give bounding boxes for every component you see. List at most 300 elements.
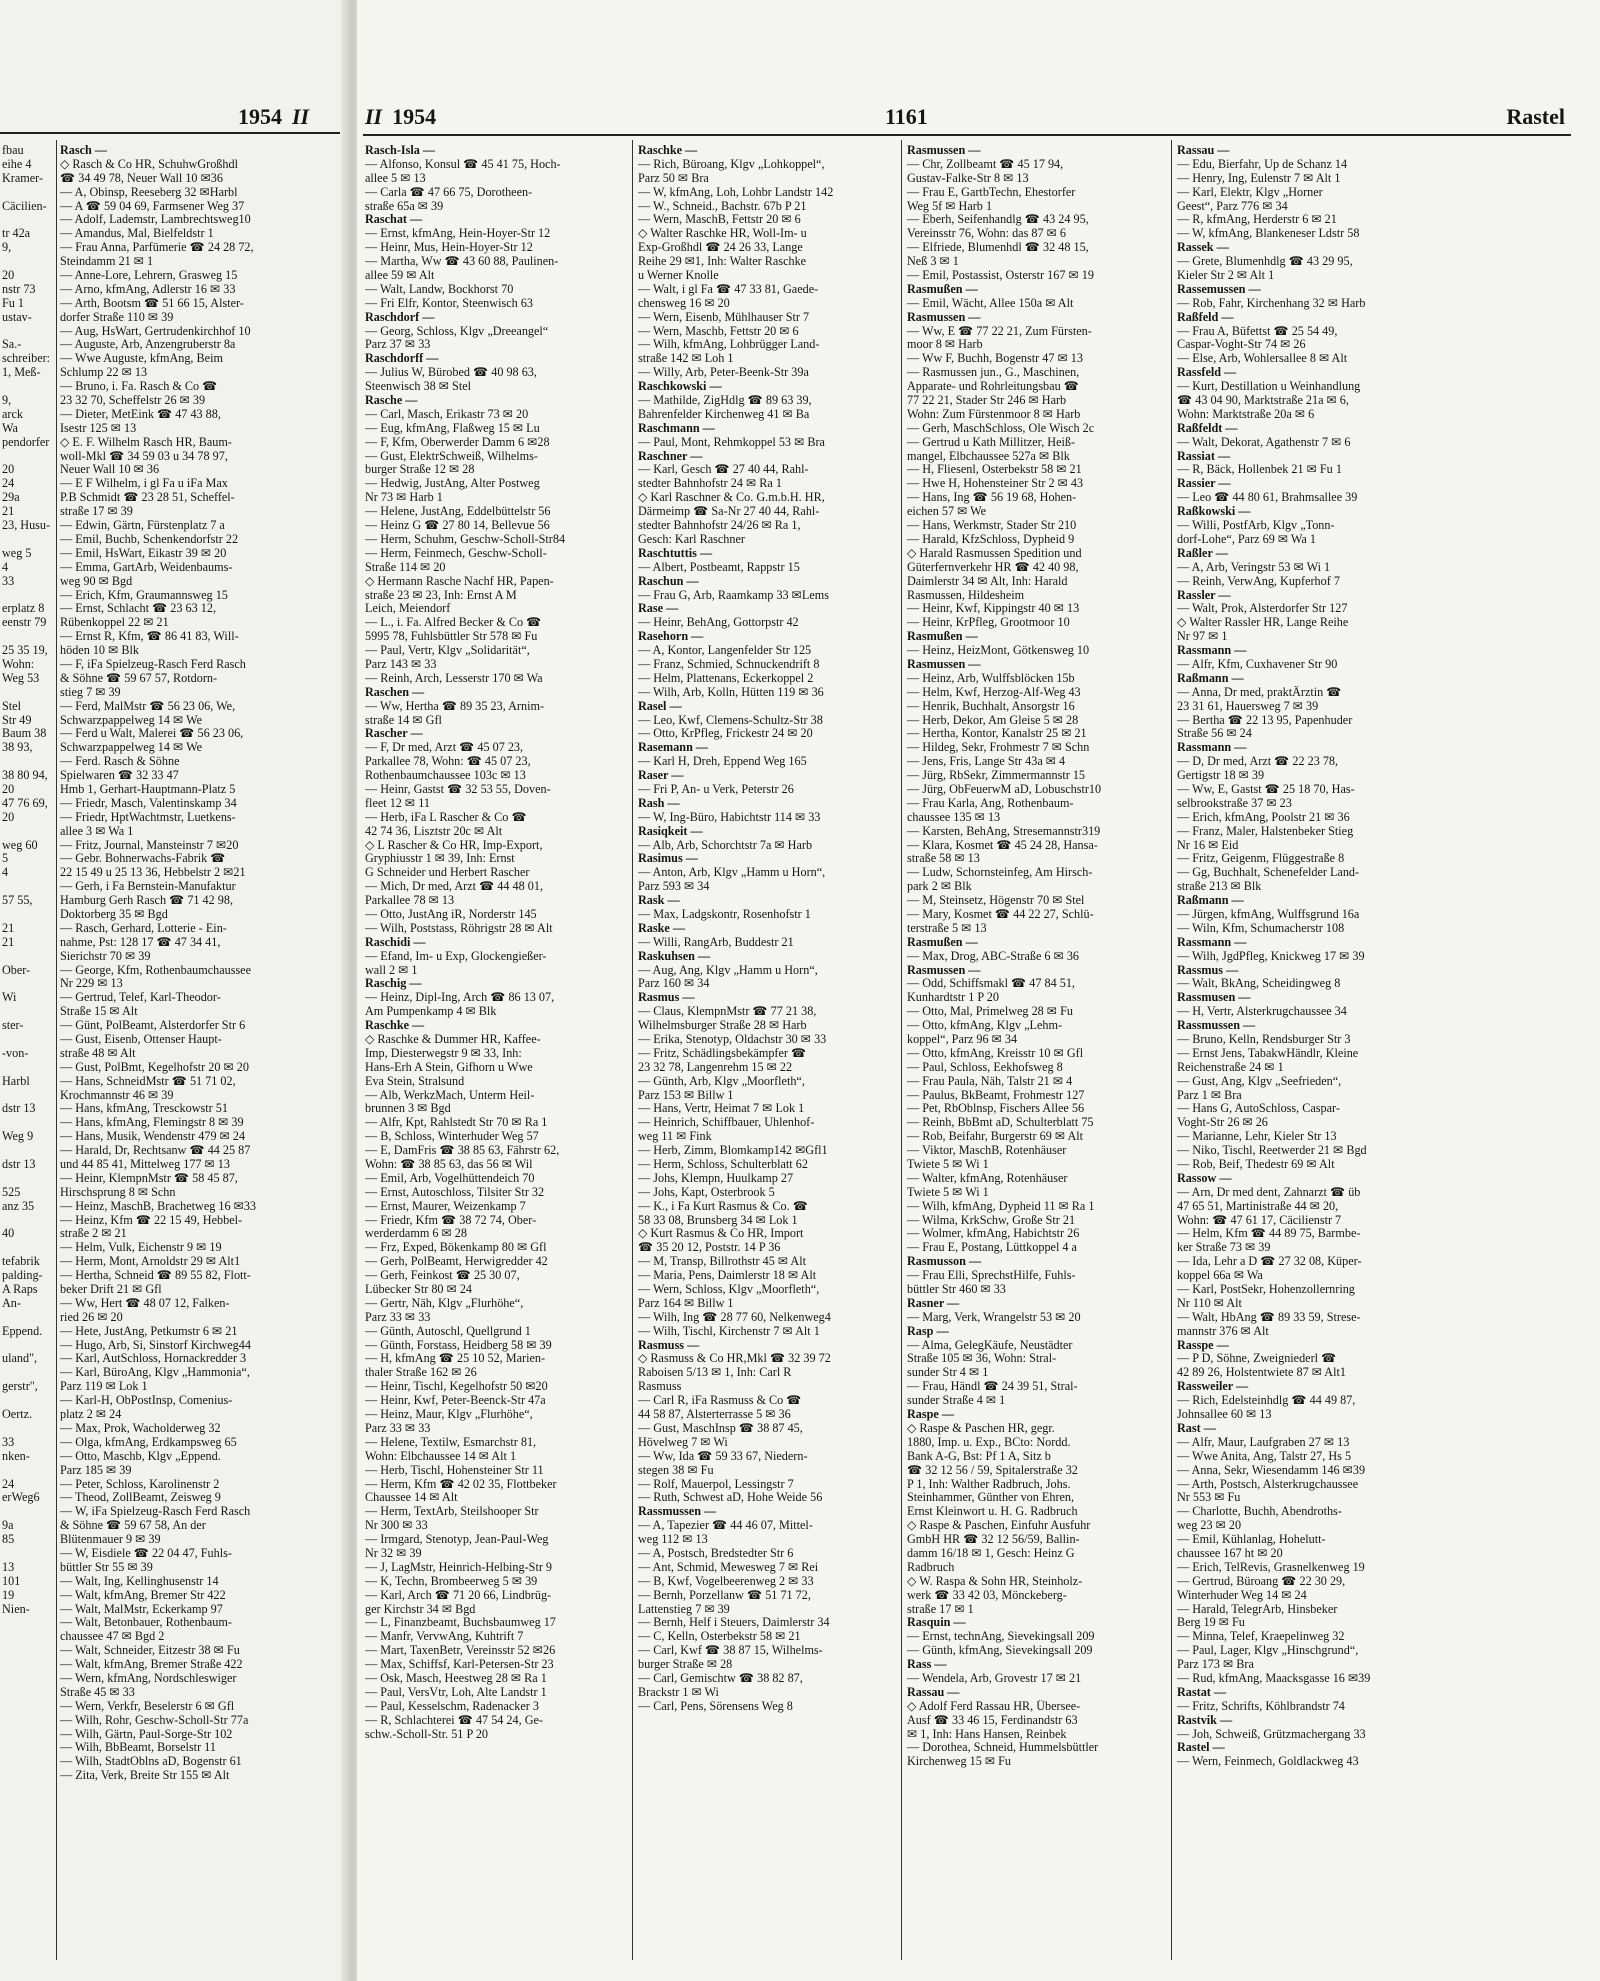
directory-entry-line: schw.-Scholl-Str. 51 P 20 [365, 1727, 489, 1741]
directory-entry-line: — Ernst Jens, TabakwHändlr, Kleine [1177, 1046, 1359, 1060]
directory-entry-line: — Paul, Kesselschm, Radenacker 3 [365, 1699, 539, 1713]
directory-entry-line: GmbH HR ☎ 32 12 56/59, Ballin- [907, 1533, 1080, 1547]
directory-entry-line [2, 630, 54, 644]
directory-entry-line: — Karl, AutSchloss, Hornackredder 3 [60, 1352, 247, 1366]
directory-entry-line: 29a [2, 491, 20, 505]
directory-entry-line: — Wilh, Poststass, Röhrigstr 28 ✉ Alt [365, 921, 553, 935]
directory-entry-line: 20 [2, 269, 15, 283]
directory-entry-line: Schwarzpappelweg 14 ✉ We [60, 741, 203, 755]
directory-entry-line: — H, kfmAng ☎ 25 10 52, Marien- [365, 1352, 546, 1366]
directory-entry-line: Rassau — [907, 1685, 960, 1699]
directory-entry-line: — Gerh, MaschSchloss, Ole Wisch 2c [907, 421, 1095, 435]
directory-entry-line [2, 908, 54, 922]
directory-entry-line: Rassmusen — [1177, 991, 1251, 1005]
directory-entry-line: büttler Str 55 ✉ 39 [60, 1560, 153, 1574]
directory-entry-line: — Ww, Ida ☎ 59 33 67, Niedern- [638, 1449, 808, 1463]
directory-entry-line: — Carl, Gemischtw ☎ 38 82 87, [638, 1671, 803, 1685]
directory-entry-line: — Carl, Masch, Erikastr 73 ✉ 20 [365, 407, 529, 421]
directory-entry-line: — Helene, JustAng, Eddelbüttelstr 56 [365, 505, 551, 519]
directory-entry-line: — Friedr, Masch, Valentinskamp 34 [60, 796, 237, 810]
directory-entry-line: ◇ W. Raspa & Sohn HR, Steinholz- [907, 1574, 1083, 1588]
directory-entry-line: — A, Tapezier ☎ 44 46 07, Mittel- [638, 1519, 813, 1533]
directory-entry-line [2, 1339, 54, 1353]
directory-entry-line: — Bernh, Helf i Steuers, Daimlerstr 34 [638, 1616, 830, 1630]
directory-entry-line: Rass — [907, 1658, 947, 1672]
directory-entry-line: Cäcilien- [2, 199, 47, 213]
directory-entry-line: Wilhelmsburger Straße 28 ✉ Harb [638, 1019, 807, 1033]
directory-entry-line: Gustav-Falke-Str 8 ✉ 13 [907, 171, 1029, 185]
directory-entry-line: — Erich, Kfm, Graumannsweg 15 [60, 588, 228, 602]
directory-entry-line: Ober- [2, 963, 31, 977]
column-divider [632, 140, 633, 1960]
directory-entry-line: — Fritz, Geigenm, Flüggestraße 8 [1177, 852, 1345, 866]
directory-entry-line: — Jürg, ObFeuerwM aD, Lobuschstr10 [907, 782, 1102, 796]
directory-entry-line: 19 [2, 1588, 15, 1602]
directory-entry-line: — Frau, Händl ☎ 24 39 51, Stral- [907, 1380, 1078, 1394]
directory-entry-line: — Walt, Prok, Alsterdorfer Str 127 [1177, 602, 1348, 616]
directory-entry-line: — Karl, Elektr, Klgv „Horner [1177, 185, 1323, 199]
directory-entry-line: Rasch-Isla — [365, 144, 436, 157]
directory-entry-line: — Emil, Kühlanlag, Hohelutt- [1177, 1533, 1326, 1547]
directory-entry-line: — Reinh, BbBmt aD, Schulterblatt 75 [907, 1116, 1094, 1130]
directory-entry-line: tefabrik [2, 1255, 40, 1269]
directory-entry-line: 42 74 36, Lisztstr 20c ✉ Alt [365, 824, 503, 838]
directory-entry-line: chaussee 47 ✉ Bgd 2 [60, 1630, 165, 1644]
directory-entry-line: — Heinr, KrPfleg, Grootmoor 10 [907, 616, 1070, 630]
directory-entry-line: — Hans, Ing ☎ 56 19 68, Hohen- [907, 491, 1077, 505]
directory-entry-line: Raschmann — [638, 421, 715, 435]
directory-entry-line: Rasmußen — [907, 630, 978, 644]
directory-entry-line: ✉ 1, Inh: Hans Hansen, Reinbek [907, 1727, 1067, 1741]
directory-entry-line: Str 49 [2, 713, 32, 727]
directory-entry-line: allee 3 ✉ Wa 1 [60, 824, 134, 838]
directory-entry-line: — A, Obinsp, Reeseberg 32 ✉Harbl [60, 185, 238, 199]
directory-entry-line: Raschig — [365, 977, 422, 991]
directory-entry-line: Doktorberg 35 ✉ Bgd [60, 907, 168, 921]
directory-entry-line: ◇ Walter Raschke HR, Woll-Im- u [638, 227, 807, 241]
directory-entry-line: — George, Kfm, Rothenbaumchaussee [60, 963, 252, 977]
directory-entry-line: — Helm, Plattenans, Eckerkoppel 2 [638, 671, 814, 685]
directory-entry-line: — Anton, Arb, Klgv „Hamm u Horn“, [638, 866, 826, 880]
directory-entry-line: 20 [2, 463, 15, 477]
directory-entry-line: — Leo, Kwf, Clemens-Schultz-Str 38 [638, 713, 823, 727]
directory-entry-line: — L, Finanzbeamt, Buchsbaumweg 17 [365, 1616, 556, 1630]
directory-entry-line: — Wern, Verkfr, Beselerstr 6 ✉ Gfl [60, 1699, 235, 1713]
directory-entry-line: — Ww, E, Gastst ☎ 25 18 70, Has- [1177, 782, 1355, 796]
directory-entry-line: — Gerh, Feinkost ☎ 25 30 07, [365, 1269, 520, 1283]
directory-entry-line: ☎ 43 04 90, Marktstraße 21a ✉ 6, [1177, 394, 1349, 408]
directory-entry-line: — W, Ing-Büro, Habichtstr 114 ✉ 33 [638, 810, 821, 824]
directory-entry-line: 22 15 49 u 25 13 36, Hebbelstr 2 ✉21 [60, 866, 246, 880]
directory-entry-line: Neuer Wall 10 ✉ 36 [60, 463, 160, 477]
directory-entry-line: Raschen — [365, 685, 425, 699]
directory-entry-line: — Alfr, Kfm, Cuxhavener Str 90 [1177, 657, 1338, 671]
directory-entry-line: Lattenstieg 7 ✉ 39 [638, 1602, 730, 1616]
directory-entry-line: thaler Straße 162 ✉ 26 [365, 1366, 477, 1380]
directory-entry-line: — Wolmer, kfmAng, Habichtstr 26 [907, 1227, 1080, 1241]
directory-entry-line: — Herb, Tischl, Hohensteiner Str 11 [365, 1463, 544, 1477]
directory-entry-line: — Fritz, Journal, Mansteinstr 7 ✉20 [60, 838, 239, 852]
directory-entry-line: — Rob, Beifahr, Burgerstr 69 ✉ Alt [907, 1130, 1084, 1144]
directory-entry-line: 5995 78, Fuhlsbüttler Str 578 ✉ Fu [365, 630, 538, 644]
directory-entry-line: Raschat — [365, 213, 423, 227]
directory-entry-line: — Arth, Postsch, Alsterkrugchaussee [1177, 1477, 1359, 1491]
directory-entry-line: — Franz, Schmied, Schnuckendrift 8 [638, 657, 820, 671]
directory-entry-line [2, 186, 54, 200]
directory-entry-line: — Heinz G ☎ 27 80 14, Bellevue 56 [365, 519, 550, 533]
directory-entry-line: und 44 85 41, Mittelweg 177 ✉ 13 [60, 1158, 230, 1172]
directory-entry-line: — Hans, kfmAng, Tresckowstr 51 [60, 1102, 228, 1116]
directory-entry-line: Reichenstraße 24 ✉ 1 [1177, 1060, 1284, 1074]
directory-entry-line: — Wilh, JgdPfleg, Knickweg 17 ✉ 39 [1177, 949, 1365, 963]
directory-entry-line: — Heinz, Arb, Wulffsblöcken 15b [907, 671, 1075, 685]
directory-entry-line: Kieler Str 2 ✉ Alt 1 [1177, 269, 1275, 283]
directory-entry-line: Raßfeldt — [1177, 421, 1238, 435]
directory-entry-line: 47 65 51, Martinistraße 44 ✉ 20, [1177, 1199, 1339, 1213]
directory-entry-line: — Helm, Vulk, Eichenstr 9 ✉ 19 [60, 1241, 222, 1255]
directory-entry-line [2, 325, 54, 339]
directory-entry-line: stieg 7 ✉ 39 [60, 685, 121, 699]
directory-entry-line [2, 450, 54, 464]
directory-entry-line: — Frau Anna, Parfümerie ☎ 24 28 72, [60, 241, 254, 255]
directory-entry-line: — Carl R, iFa Rasmuss & Co ☎ [638, 1394, 802, 1408]
directory-entry-line: — B, Kwf, Vogelbeerenweg 2 ✉ 33 [638, 1574, 814, 1588]
directory-entry-line: — Walt, Ing, Kellinghusenstr 14 [60, 1574, 219, 1588]
directory-entry-line: Raschdorf — [365, 310, 435, 324]
directory-entry-line [2, 1061, 54, 1075]
directory-entry-line: koppel 66a ✉ Wa [1177, 1269, 1263, 1283]
directory-entry-line: Raschtuttis — [638, 546, 713, 560]
directory-entry-line: Rastat — [1177, 1685, 1227, 1699]
directory-entry-line: Därmeimp ☎ Sa-Nr 27 40 44, Rahl- [638, 505, 820, 519]
directory-entry-line: 24 [2, 477, 15, 491]
directory-entry-line [2, 1366, 54, 1380]
directory-entry-line: Rasmußen — [907, 935, 978, 949]
directory-entry-line: An- [2, 1296, 21, 1310]
directory-entry-line: — K, Techn, Brombeerweg 5 ✉ 39 [365, 1574, 538, 1588]
left-page-header [238, 104, 309, 130]
directory-entry-line: — Wilh, BbBeamt, Borselstr 11 [60, 1741, 216, 1755]
directory-entry-line: Rast — [1177, 1421, 1216, 1435]
directory-entry-line: straße 65a ✉ 39 [365, 199, 444, 213]
directory-entry-line: Rase — [638, 602, 679, 616]
directory-entry-line: Gryphiusstr 1 ✉ 39, Inh: Ernst [365, 852, 515, 866]
directory-entry-line: Parz 33 ✉ 33 [365, 1310, 431, 1324]
directory-entry-line: — Emil, Wächt, Allee 150a ✉ Alt [907, 296, 1074, 310]
left-header-part: II [292, 104, 310, 129]
directory-entry-line: ◇ Rasmuss & Co HR,Mkl ☎ 32 39 72 [638, 1352, 831, 1366]
directory-entry-line: stegen 38 ✉ Fu [638, 1463, 714, 1477]
directory-entry-line: — W, kfmAng, Loh, Lohbr Landstr 142 [638, 185, 834, 199]
directory-entry-line: — Frau Elli, SprechstHilfe, Fuhls- [907, 1269, 1076, 1283]
directory-entry-line: Rassiat — [1177, 449, 1231, 463]
directory-entry-line: Johnsallee 60 ✉ 13 [1177, 1408, 1272, 1422]
directory-entry-line: — Manfr, VervwAng, Kuhtrift 7 [365, 1630, 524, 1644]
directory-entry-line [2, 1422, 54, 1436]
directory-entry-line: — Rob, Fahr, Kirchenhang 32 ✉ Harb [1177, 296, 1366, 310]
directory-entry-line: — Alb, WerkzMach, Unterm Heil- [365, 1088, 535, 1102]
directory-entry-line: — Wilma, KrkSchw, Große Str 21 [907, 1213, 1076, 1227]
directory-entry-line: — Hans, SchneidMstr ☎ 51 71 02, [60, 1074, 236, 1088]
directory-entry-line: 9a [2, 1519, 14, 1533]
directory-entry-line: — Herm, Mont, Arnoldstr 29 ✉ Alt1 [60, 1255, 241, 1269]
directory-entry-line: Parz 33 ✉ 33 [365, 1421, 431, 1435]
left-margin-fragments [2, 144, 54, 1616]
directory-entry-line: — Hans, Werkmstr, Stader Str 210 [907, 519, 1077, 533]
directory-entry-line: dstr 13 [2, 1158, 36, 1172]
directory-entry-line: — Heinr, Tischl, Kegelhofstr 50 ✉20 [365, 1380, 548, 1394]
directory-entry-line: Raschkowski — [638, 380, 722, 394]
directory-entry-line: weg 23 ✉ 20 [1177, 1519, 1242, 1533]
directory-entry-line: — Walt, Betonbauer, Rothenbaum- [60, 1616, 232, 1630]
directory-entry-line: — Heinz, Kfm ☎ 22 15 49, Hebbel- [60, 1213, 243, 1227]
directory-entry-line: P.B Schmidt ☎ 23 28 51, Scheffel- [60, 491, 235, 505]
directory-entry-line: Hmb 1, Gerhart-Hauptmann-Platz 5 [60, 782, 236, 796]
directory-entry-line: straße 17 ✉ 1 [907, 1602, 974, 1616]
directory-entry-line: stedter Bahnhofstr 24 ✉ Ra 1 [638, 477, 782, 491]
directory-entry-line: burger Straße 12 ✉ 28 [365, 463, 475, 477]
directory-entry-line: 44 58 87, Alsterterrasse 5 ✉ 36 [638, 1408, 791, 1422]
directory-entry-line: — Franz, Maler, Halstenbeker Stieg [1177, 824, 1354, 838]
right-header-rule [363, 134, 1571, 136]
directory-entry-line: — Else, Arb, Wohlersallee 8 ✉ Alt [1177, 352, 1348, 366]
directory-entry-line: Rastvik — [1177, 1713, 1233, 1727]
directory-entry-line: 1, Meß- [2, 366, 41, 380]
directory-entry-line: Raskuhsen — [638, 949, 711, 963]
directory-entry-line: — Erika, Stenotyp, Oldachstr 30 ✉ 33 [638, 1033, 827, 1046]
directory-entry-line [2, 1033, 54, 1047]
directory-entry-line: Parkallee 78, Wohn: ☎ 45 07 23, [365, 755, 531, 769]
directory-entry-line: — Heinr, KlempnMstr ☎ 58 45 87, [60, 1171, 238, 1185]
directory-entry-line: — Carla ☎ 47 66 75, Dorotheen- [365, 185, 533, 199]
directory-entry-line: Isestr 125 ✉ 13 [60, 421, 137, 435]
directory-entry-line: Imp, Diesterwegstr 9 ✉ 33, Inh: [365, 1046, 522, 1060]
directory-entry-line: — Walt, kfmAng, Bremer Straße 422 [60, 1658, 243, 1672]
directory-entry-line: — Osk, Masch, Heestweg 28 ✉ Ra 1 [365, 1671, 547, 1685]
directory-entry-line: Neß 3 ✉ 1 [907, 255, 959, 269]
directory-entry-line: — Frz, Exped, Bökenkamp 80 ✉ Gfl [365, 1241, 547, 1255]
directory-entry-line: Rasmuss [638, 1380, 682, 1394]
directory-entry-line: Parz 1 ✉ Bra [1177, 1088, 1242, 1102]
directory-entry-line: straße 58 ✉ 13 [907, 852, 980, 866]
directory-entry-line: — Bruno, i. Fa. Rasch & Co ☎ [60, 380, 218, 394]
directory-entry-line: straße 142 ✉ Loh 1 [638, 352, 734, 366]
directory-entry-line: — Heinz, Dipl-Ing, Arch ☎ 86 13 07, [365, 991, 555, 1005]
left-header-year: 1954 [238, 104, 282, 129]
directory-entry-line: allee 5 ✉ 13 [365, 171, 426, 185]
directory-entry-line [2, 977, 54, 991]
directory-entry-line: moor 8 ✉ Harb [907, 338, 983, 352]
directory-entry-line: — Willy, Arb, Peter-Beenk-Str 39a [638, 366, 809, 380]
directory-entry-line: Reihe 29 ✉1, Inh: Walter Raschke [638, 255, 807, 269]
directory-entry-line: Parz 173 ✉ Bra [1177, 1658, 1254, 1672]
directory-entry-line: — Otto, JustAng iR, Norderstr 145 [365, 907, 537, 921]
directory-entry-line: — Rasmussen jun., G., Maschinen, [907, 366, 1080, 380]
directory-entry-line: — Hertha, Kontor, Kanalstr 25 ✉ 21 [907, 727, 1087, 741]
directory-entry-line: — Ernst, Maurer, Weizenkamp 7 [365, 1199, 526, 1213]
directory-entry-line: mangel, Elbchaussee 527a ✉ Blk [907, 449, 1070, 463]
directory-entry-line: uland", [2, 1352, 38, 1366]
directory-entry-line: schreiber: [2, 352, 51, 366]
directory-entry-line: — Heinr, Mus, Hein-Hoyer-Str 12 [365, 241, 533, 255]
directory-entry-line: — Ludw, Schornsteinfeg, Am Hirsch- [907, 866, 1093, 880]
directory-entry-line: — Frau E, Postang, Lüttkoppel 4 a [907, 1241, 1077, 1255]
directory-entry-line: — Gebr. Bohnerwachs-Fabrik ☎ [60, 852, 226, 866]
directory-entry-line: — Emma, GartArb, Weidenbaums- [60, 560, 233, 574]
directory-entry-line: Nr 32 ✉ 39 [365, 1546, 422, 1560]
directory-entry-line: — Paul, Mont, Rehmkoppel 53 ✉ Bra [638, 435, 825, 449]
running-head: Rastel [1506, 104, 1565, 129]
directory-entry-line: Fu 1 [2, 296, 25, 310]
directory-entry-line: Winterhuder Weg 14 ✉ 24 [1177, 1588, 1307, 1602]
directory-entry-line: — Johs, Kapt, Osterbrook 5 [638, 1185, 775, 1199]
directory-entry-line: — Herm, Kfm ☎ 42 02 35, Flottbeker [365, 1477, 557, 1491]
directory-entry-line: Straße 114 ✉ 20 [365, 560, 446, 574]
directory-entry-line: Raboisen 5/13 ✉ 1, Inh: Carl R [638, 1366, 792, 1380]
directory-entry-line: Leich, Meiendorf [365, 602, 451, 616]
directory-entry-line: — Helm, Kfm ☎ 44 89 75, Barmbe- [1177, 1227, 1361, 1241]
directory-entry-line: — Maria, Pens, Daimlerstr 18 ✉ Alt [638, 1269, 817, 1283]
directory-entry-line: 23 32 78, Langenrehm 15 ✉ 22 [638, 1060, 793, 1074]
directory-entry-line: — Herb, Dekor, Am Gleise 5 ✉ 28 [907, 713, 1079, 727]
directory-entry-line: — Eberh, Seifenhandlg ☎ 43 24 95, [907, 213, 1089, 227]
directory-entry-line: — Rich, Edelsteinhdlg ☎ 44 49 87, [1177, 1394, 1356, 1408]
directory-entry-line: — Gust, PolBmt, Kegelhofstr 20 ✉ 20 [60, 1060, 249, 1074]
directory-entry-line: — Frau E, GartbTechn, Ehestorfer [907, 185, 1076, 199]
directory-entry-line: Rasch — [60, 144, 108, 157]
directory-entry-line: chaussee 135 ✉ 13 [907, 810, 1001, 824]
directory-entry-line: — A ☎ 59 04 69, Farmsener Weg 37 [60, 199, 245, 213]
directory-entry-line: Straße 15 ✉ Alt [60, 1005, 138, 1019]
directory-entry-line: 85 [2, 1533, 15, 1547]
directory-entry-line: Krochmannstr 46 ✉ 39 [60, 1088, 174, 1102]
directory-entry-line: Rasp — [907, 1324, 949, 1338]
directory-entry-line: — Albert, Postbeamt, Rappstr 15 [638, 560, 800, 574]
directory-entry-line: — Julius W, Bürobed ☎ 40 98 63, [365, 366, 537, 380]
directory-entry-line: — Gertrud, Büroang ☎ 22 30 29, [1177, 1574, 1346, 1588]
directory-entry-line: 21 [2, 505, 15, 519]
directory-entry-line: burger Straße ✉ 28 [638, 1658, 733, 1672]
directory-entry-line: weg 11 ✉ Fink [638, 1130, 712, 1144]
directory-entry-line: ◇ L Rascher & Co HR, Imp-Export, [365, 838, 543, 852]
directory-entry-line: — Grete, Blumenhdlg ☎ 43 29 95, [1177, 255, 1353, 269]
directory-entry-line: Bahrenfelder Kirchenweg 41 ✉ Ba [638, 407, 810, 421]
directory-entry-line: — Heinz, MaschB, Brachetweg 16 ✉33 [60, 1199, 257, 1213]
directory-entry-line: Raschun — [638, 574, 699, 588]
directory-entry-line: — P D, Söhne, Zweigniederl ☎ [1177, 1352, 1337, 1366]
directory-entry-line: ◇ Rasch & Co HR, SchuhwGroßhdl [60, 157, 238, 171]
directory-entry-line: — Wilh, kfmAng, Dypheid 11 ✉ Ra 1 [907, 1199, 1095, 1213]
directory-entry-line: Güterfernverkehr HR ☎ 42 40 98, [907, 560, 1079, 574]
directory-entry-line: allee 59 ✉ Alt [365, 269, 435, 283]
directory-entry-line: — Ida, Lehr a D ☎ 27 32 08, Küper- [1177, 1255, 1362, 1269]
directory-entry-line: — Willi, RangArb, Buddestr 21 [638, 935, 794, 949]
directory-entry-line: Rassweiler — [1177, 1380, 1249, 1394]
directory-entry-line: Radbruch [907, 1560, 955, 1574]
directory-entry-line [2, 589, 54, 603]
directory-entry-line: — Herm, TextArb, Steilshooper Str [365, 1505, 539, 1519]
directory-entry-line: — Alfr, Maur, Laufgraben 27 ✉ 13 [1177, 1435, 1350, 1449]
directory-entry-line: — Hans, Musik, Wendenstr 479 ✉ 24 [60, 1130, 246, 1144]
directory-entry-line: — Frau Paula, Näh, Talstr 21 ✉ 4 [907, 1074, 1073, 1088]
directory-entry-line: — Wilh, kfmAng, Lohbrügger Land- [638, 338, 820, 352]
directory-entry-line: 5 [2, 852, 9, 866]
directory-entry-line: — C, Kelln, Osterbekstr 58 ✉ 21 [638, 1630, 801, 1644]
directory-entry-line: — Günth, Arb, Klgv „Moorfleth“, [638, 1074, 805, 1088]
directory-entry-line: Rash — [638, 796, 680, 810]
directory-entry-line: Raspe — [907, 1408, 955, 1422]
directory-entry-line: — Paul, Schloss, Eekhofsweg 8 [907, 1060, 1063, 1074]
directory-entry-line: — Joh, Schweiß, Grützmachergang 33 [1177, 1727, 1366, 1741]
directory-entry-line: Rübenkoppel 22 ✉ 21 [60, 616, 169, 630]
directory-entry-line: Rasmuss — [638, 1338, 700, 1352]
directory-entry-line: — Gust, ElektrSchweiß, Wilhelms- [365, 449, 538, 463]
directory-entry-line: — Bruno, Kelln, Rendsburger Str 3 [1177, 1033, 1351, 1046]
directory-entry-line: — Ww, E ☎ 77 22 21, Zum Fürsten- [907, 324, 1092, 338]
directory-entry-line: — Emil, Arb, Vogelhüttendeich 70 [365, 1171, 535, 1185]
left-page-column [60, 144, 338, 1783]
directory-entry-line: Raschke — [365, 1019, 425, 1033]
directory-entry-line: Rasel — [638, 699, 682, 713]
directory-entry-line: 38 93, [2, 741, 33, 755]
directory-entry-line: Voght-Str 26 ✉ 26 [1177, 1116, 1268, 1130]
directory-entry-line: — Bertha ☎ 22 13 95, Papenhuder [1177, 713, 1353, 727]
directory-entry-line: Nr 97 ✉ 1 [1177, 630, 1228, 644]
directory-entry-line: — Gerh, i Fa Bernstein-Manufaktur [60, 880, 236, 894]
directory-entry-line: — Erich, TelRevis, Grasnelkenweg 19 [1177, 1560, 1365, 1574]
directory-entry-line: Nr 300 ✉ 33 [365, 1519, 428, 1533]
directory-entry-line: Berg 19 ✉ Fu [1177, 1616, 1245, 1630]
directory-entry-line: — Viktor, MaschB, Rotenhäuser [907, 1144, 1067, 1158]
directory-entry-line: — L., i. Fa. Alfred Becker & Co ☎ [365, 616, 542, 630]
directory-entry-line: Parz 160 ✉ 34 [638, 977, 710, 991]
directory-entry-line: — A, Kontor, Langenfelder Str 125 [638, 644, 812, 658]
directory-entry-line: anz 35 [2, 1199, 35, 1213]
left-header-rule [0, 132, 340, 134]
directory-entry-line: Hövelweg 7 ✉ Wi [638, 1435, 728, 1449]
directory-entry-line: — Jürg, RbSekr, Zimmermannstr 15 [907, 769, 1086, 783]
directory-entry-line: — Wern, MaschB, Fettstr 20 ✉ 6 [638, 213, 801, 227]
directory-entry-line: — Hans, Vertr, Heimat 7 ✉ Lok 1 [638, 1102, 805, 1116]
directory-entry-line: — M, Steinsetz, Högenstr 70 ✉ Stel [907, 894, 1085, 908]
directory-entry-line: Raschner — [638, 449, 703, 463]
directory-entry-line: 9, [2, 394, 12, 408]
directory-entry-line: Baum 38 [2, 727, 47, 741]
directory-entry-line: ◇ Walter Rassler HR, Lange Reihe [1177, 616, 1349, 630]
directory-entry-line: Wohn: ☎ 47 61 17, Cäcilienstr 7 [1177, 1213, 1342, 1227]
directory-entry-line: ☎ 34 49 78, Neuer Wall 10 ✉36 [60, 171, 223, 185]
directory-entry-line: 42 89 26, Holstentwiete 87 ✉ Alt1 [1177, 1366, 1346, 1380]
directory-entry-line: Twiete 5 ✉ Wi 1 [907, 1158, 989, 1172]
directory-entry-line: — Alma, GelegKäufe, Neustädter [907, 1338, 1073, 1352]
directory-entry-line: — Gust, Ang, Klgv „Seefrieden“, [1177, 1074, 1342, 1088]
directory-entry-line: Wohn: [2, 657, 35, 671]
left-page [0, 0, 356, 1981]
directory-entry-line: Steinhammer, Günther von Ehren, [907, 1491, 1075, 1505]
directory-entry-line: Rasquin — [907, 1616, 966, 1630]
directory-entry-line: Wohn: ☎ 38 85 63, das 56 ✉ Wil [365, 1158, 533, 1172]
directory-entry-line: dorfer Straße 110 ✉ 39 [60, 310, 174, 324]
directory-entry-line: — Karl H, Dreh, Eppend Weg 165 [638, 755, 807, 769]
directory-entry-line [2, 1116, 54, 1130]
directory-entry-line: — Ernst, technAng, Sievekingsall 209 [907, 1630, 1095, 1644]
directory-entry-line: Sierichstr 70 ✉ 39 [60, 949, 151, 963]
directory-entry-line: 33 [2, 1435, 15, 1449]
directory-entry-line: Eppend. [2, 1324, 43, 1338]
directory-entry-line: ker Straße 73 ✉ 39 [1177, 1241, 1271, 1255]
directory-entry-line: -von- [2, 1046, 29, 1060]
directory-entry-line: 4 [2, 560, 9, 574]
